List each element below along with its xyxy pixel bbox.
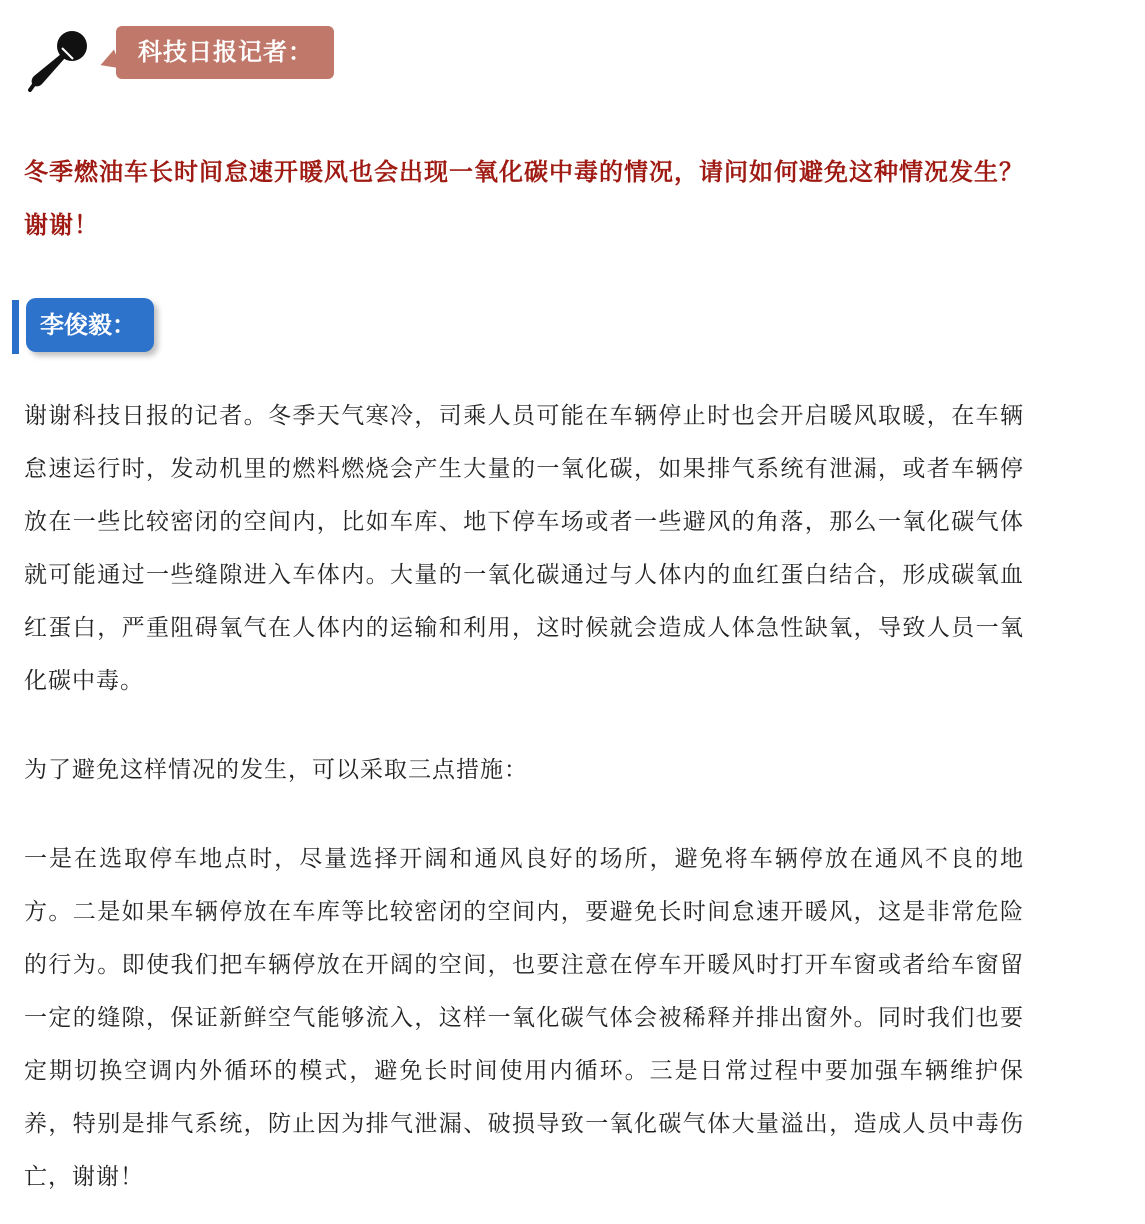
microphone-icon	[28, 26, 94, 92]
answer-paragraph: 为了避免这样情况的发生，可以采取三点措施：	[24, 757, 528, 783]
reporter-label: 科技日报记者：	[116, 26, 334, 79]
speaker-label: 李俊毅：	[26, 298, 154, 352]
answer-paragraph: 谢谢科技日报的记者。冬季天气寒冷，司乘人员可能在车辆停止时也会开启暖风取暖，在车辆怠速运行时，发动机里的燃料燃烧会产生大量的一氧化碳，如果排气系统有泄漏，或者车辆停放在一些比较密闭的空间内，比如车库、地下停车场或者一些避风的角落，那么一氧化碳气体就可能通过一些缝隙进入车体内。大量的一氧化碳通过与人体内的血红蛋白结合，形成碳氧血红蛋白，严重阻碍氧气在人体内的运输和利用，这时候就会造成人体急性缺氧，导致人员一氧化碳中毒。	[24, 403, 1024, 694]
answer-paragraph: 一是在选取停车地点时，尽量选择开阔和通风良好的场所，避免将车辆停放在通风不良的地方。二是如果车辆停放在车库等比较密闭的空间内，要避免长时间怠速开暖风，这是非常危险的行为。即使我们把车辆停放在开阔的空间，也要注意在停车开暖风时打开车窗或者给车窗留一定的缝隙，保证新鲜空气能够流入，这样一氧化碳气体会被稀释并排出窗外。同时我们也要定期切换空调内外循环的模式，避免长时间使用内循环。三是日常过程中要加强车辆维护保养，特别是排气系统，防止因为排气泄漏、破损导致一氧化碳气体大量溢出，造成人员中毒伤亡，谢谢！	[24, 846, 1024, 1190]
reporter-header	[28, 26, 348, 92]
speaker-accent-bar	[12, 300, 19, 354]
speaker-header	[12, 298, 212, 356]
question-text: 冬季燃油车长时间怠速开暖风也会出现一氧化碳中毒的情况，请问如何避免这种情况发生？谢谢！	[24, 158, 1024, 239]
